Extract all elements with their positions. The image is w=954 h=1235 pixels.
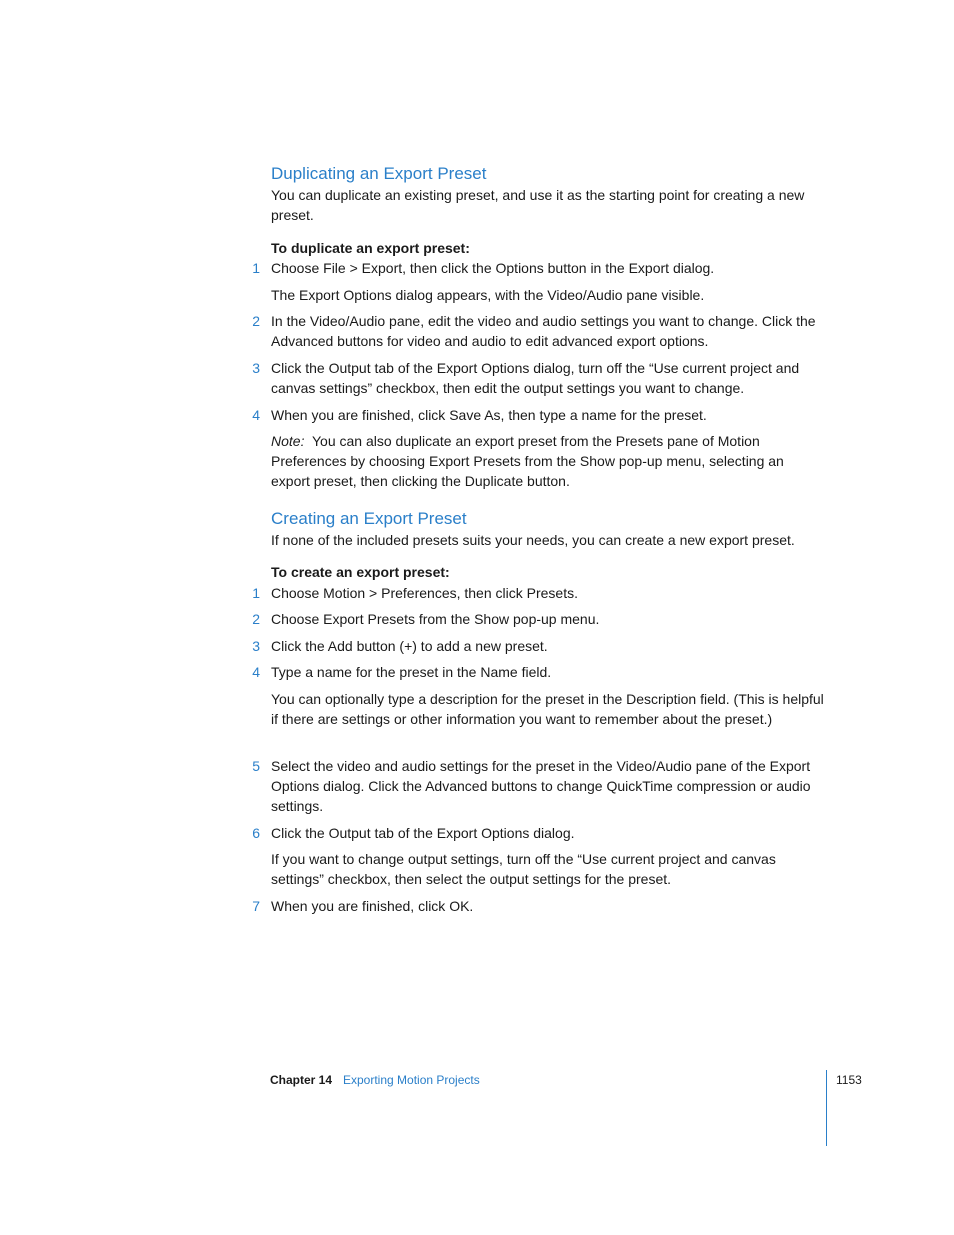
note-label: Note: <box>271 433 305 449</box>
step-text: Click the Output tab of the Export Options dialog, turn off the “Use current project and canvas settings” checkbox, then edit the output settings you want to change. <box>271 360 800 397</box>
section-intro: If none of the included presets suits your needs, you can create a new export preset. <box>271 532 795 548</box>
step-followup: The Export Options dialog appears, with the Video/Audio pane visible. <box>271 287 705 303</box>
step-text: Click the Output tab of the Export Options dialog. <box>271 825 575 841</box>
step-number: 2 <box>252 611 260 627</box>
footer-divider <box>826 1070 827 1146</box>
section-heading-duplicating: Duplicating an Export Preset <box>271 164 487 183</box>
note <box>271 431 826 492</box>
step-number: 4 <box>252 664 260 680</box>
step-number: 6 <box>252 825 260 841</box>
step-text: When you are finished, click Save As, then type a name for the preset. <box>271 407 707 423</box>
step-number: 7 <box>252 898 260 914</box>
step-number: 4 <box>252 407 260 423</box>
page-number: 1153 <box>836 1073 862 1087</box>
task-heading: To create an export preset: <box>271 564 450 580</box>
section-heading-creating: Creating an Export Preset <box>271 509 467 528</box>
step-number: 1 <box>252 260 260 276</box>
step-text: Click the Add button (+) to add a new preset. <box>271 638 548 654</box>
section-intro: You can duplicate an existing preset, and use it as the starting point for creating a new preset. <box>271 187 805 224</box>
step-followup: You can optionally type a description for the preset in the Description field. (This is helpful if there are settings or other information you want to remember about the preset.) <box>271 691 824 728</box>
step-text: In the Video/Audio pane, edit the video and audio settings you want to change. Click the Advanced buttons for video and audio to edit advanced export options. <box>271 313 816 350</box>
step-followup: If you want to change output settings, turn off the “Use current project and canvas settings” checkbox, then select the output settings for the preset. <box>271 851 776 888</box>
step-number: 2 <box>252 313 260 329</box>
footer-chapter: Chapter 14 <box>270 1073 333 1087</box>
step-text: Type a name for the preset in the Name field. <box>271 664 552 680</box>
step-number: 3 <box>252 360 260 376</box>
task-heading: To duplicate an export preset: <box>271 240 470 256</box>
step-text: Choose File > Export, then click the Options button in the Export dialog. <box>271 260 715 276</box>
step-number: 1 <box>252 585 260 601</box>
step-number: 5 <box>252 758 260 774</box>
step-text: Choose Motion > Preferences, then click Presets. <box>271 585 578 601</box>
note-text: You can also duplicate an export preset from the Presets pane of Motion Preferences by choosing Export Presets from the Show pop-up menu, selecting an export preset, then clicking the Duplicate button. <box>271 433 784 490</box>
step-number: 3 <box>252 638 260 654</box>
step-text: Choose Export Presets from the Show pop-up menu. <box>271 611 600 627</box>
footer-chapter-title: Exporting Motion Projects <box>343 1073 480 1087</box>
step-text: Select the video and audio settings for the preset in the Video/Audio pane of the Export Options dialog. Click the Advanced buttons to change QuickTime compression or audio settings. <box>271 758 811 815</box>
step-text: When you are finished, click OK. <box>271 898 474 914</box>
